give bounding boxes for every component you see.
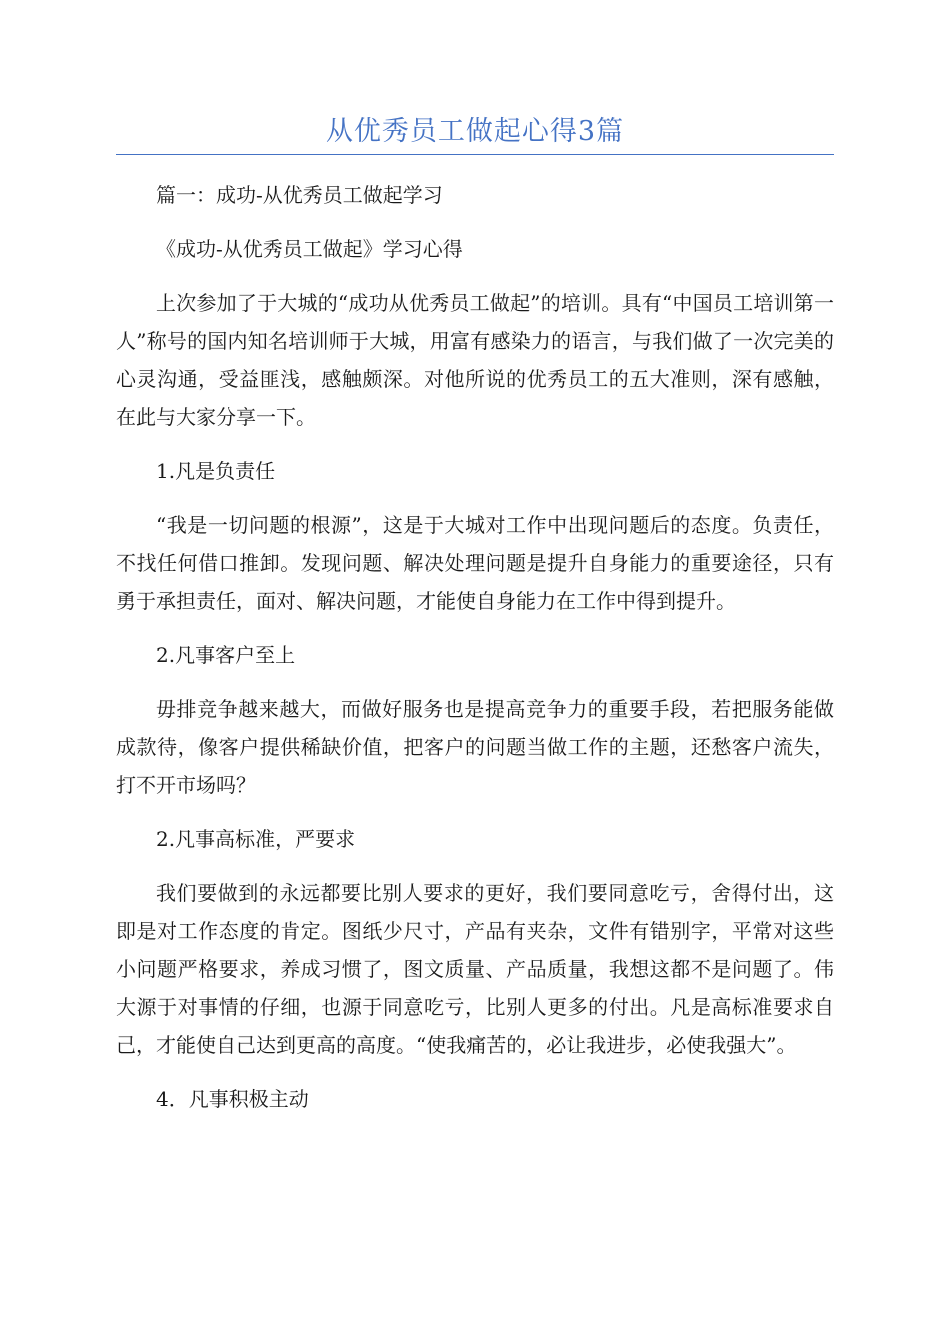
point-heading: 4．凡事积极主动 bbox=[156, 1087, 309, 1111]
subsection-title: 《成功-从优秀员工做起》学习心得 bbox=[156, 237, 463, 261]
section-heading: 篇一：成功-从优秀员工做起学习 bbox=[156, 183, 443, 207]
point-heading: 2.凡事高标准，严要求 bbox=[156, 827, 356, 851]
document-body bbox=[116, 176, 834, 1134]
body-paragraph: 毋排竞争越来越大，而做好服务也是提高竞争力的重要手段，若把服务能做成款待，像客户提供稀缺价值，把客户的问题当做工作的主题，还愁客户流失，打不开市场吗？ bbox=[116, 697, 834, 797]
body-paragraph: “我是一切问题的根源”，这是于大城对工作中出现问题后的态度。负责任，不找任何借口推卸。发现问题、解决处理问题是提升自身能力的重要途径，只有勇于承担责任，面对、解决问题，才能使自身能力在工作中得到提升。 bbox=[116, 513, 834, 613]
title-underline bbox=[116, 154, 834, 155]
body-paragraph: 上次参加了于大城的“成功从优秀员工做起”的培训。具有“中国员工培训第一人”称号的国内知名培训师于大城，用富有感染力的语言，与我们做了一次完美的心灵沟通，受益匪浅，感触颇深。对他所说的优秀员工的五大准则，深有感触，在此与大家分享一下。 bbox=[116, 291, 834, 429]
point-heading: 1.凡是负责任 bbox=[156, 459, 276, 483]
body-paragraph: 我们要做到的永远都要比别人要求的更好，我们要同意吃亏，舍得付出，这即是对工作态度的肯定。图纸少尺寸，产品有夹杂，文件有错别字，平常对这些小问题严格要求，养成习惯了，图文质量、产品质量，我想这都不是问题了。伟大源于对事情的仔细，也源于同意吃亏，比别人更多的付出。凡是高标准要求自己，才能使自己达到更高的高度。“使我痛苦的，必让我进步，必使我强大”。 bbox=[116, 881, 834, 1057]
point-heading: 2.凡事客户至上 bbox=[156, 643, 296, 667]
document-title: 从优秀员工做起心得3篇 bbox=[325, 116, 625, 147]
